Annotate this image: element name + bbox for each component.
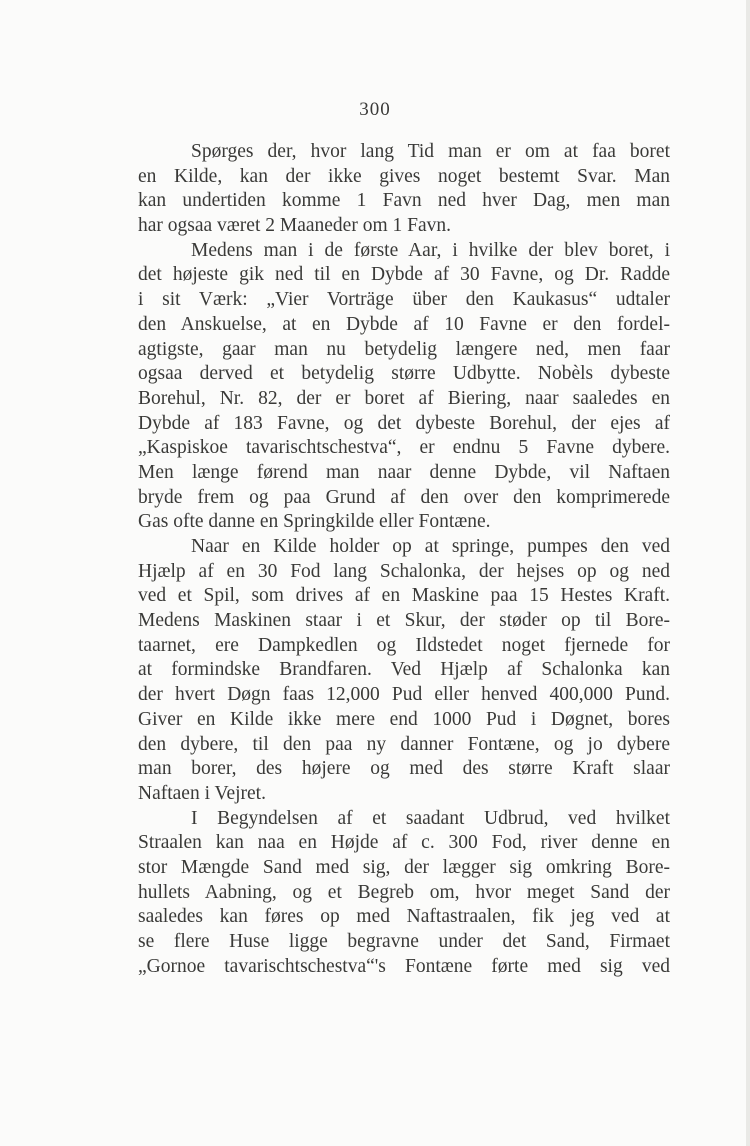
text-line: hullets Aabning, og et Begreb om, hvor meget Sand der [138,881,670,903]
body-text [138,140,670,979]
text-line: Men længe førend man naar denne Dybde, vil Naftaen [138,461,670,483]
text-line: „Gornoe tavarischtschestva“'s Fontæne førte med sig ved [138,955,670,977]
text-line: „Kaspiskoe tavarischtschestva“, er endnu 5 Favne dybere. [138,437,670,459]
text-line: Hjælp af en 30 Fod lang Schalonka, der hejses op og ned [138,560,670,582]
text-line: kan undertiden komme 1 Favn ned hver Dag, men man [138,190,670,212]
text-line: bryde frem og paa Grund af den over den komprimerede [138,486,670,508]
text-line: det højeste gik ned til en Dybde af 30 Favne, og Dr. Radde [138,264,670,286]
text-line: taarnet, ere Dampkedlen og Ildstedet noget fjernede for [138,634,670,656]
text-line: Medens Maskinen staar i et Skur, der støder op til Bore- [138,610,670,632]
text-line: en Kilde, kan der ikke gives noget bestemt Svar. Man [138,165,670,187]
text-line: den Anskuelse, at en Dybde af 10 Favne er den fordel- [138,313,670,335]
text-line: Straalen kan naa en Højde af c. 300 Fod, river denne en [138,832,670,854]
text-line: Medens man i de første Aar, i hvilke der blev boret, i [191,239,670,261]
text-line: I Begyndelsen af et saadant Udbrud, ved hvilket [191,807,670,829]
text-line: agtigste, gaar man nu betydelig længere ned, men faar [138,338,670,360]
text-line: Dybde af 183 Favne, og det dybeste Borehul, der ejes af [138,412,670,434]
text-line: saaledes kan føres op med Naftastraalen, fik jeg ved at [138,906,670,928]
page-number: 300 [359,99,391,120]
text-line: har ogsaa været 2 Maaneder om 1 Favn. [138,215,451,237]
text-line: at formindske Brandfaren. Ved Hjælp af Schalonka kan [138,659,670,681]
text-line: stor Mængde Sand med sig, der lægger sig omkring Bore- [138,856,670,878]
text-line: man borer, des højere og med des større Kraft slaar [138,758,670,780]
text-line: Naftaen i Vejret. [138,782,266,804]
page-edge [746,0,750,1146]
text-line: der hvert Døgn faas 12,000 Pud eller henved 400,000 Pund. [138,684,670,706]
text-line: se flere Huse ligge begravne under det Sand, Firmaet [138,931,670,952]
text-line: Spørges der, hvor lang Tid man er om at faa boret [191,141,670,162]
text-line: Gas ofte danne en Springkilde eller Fontæne. [138,511,491,533]
text-line: Giver en Kilde ikke mere end 1000 Pud i Døgnet, bores [138,708,670,730]
text-line: i sit Værk: „Vier Vorträge über den Kaukasus“ udtaler [138,289,670,311]
text-line: ved et Spil, som drives af en Maskine paa 15 Hestes Kraft. [138,585,670,607]
text-line: den dybere, til den paa ny danner Fontæne, og jo dybere [138,733,670,755]
text-line: Naar en Kilde holder op at springe, pumpes den ved [191,536,670,557]
text-line: ogsaa derved et betydelig større Udbytte. Nobèls dybeste [138,363,670,385]
text-line: Borehul, Nr. 82, der er boret af Biering, naar saaledes en [138,387,670,409]
